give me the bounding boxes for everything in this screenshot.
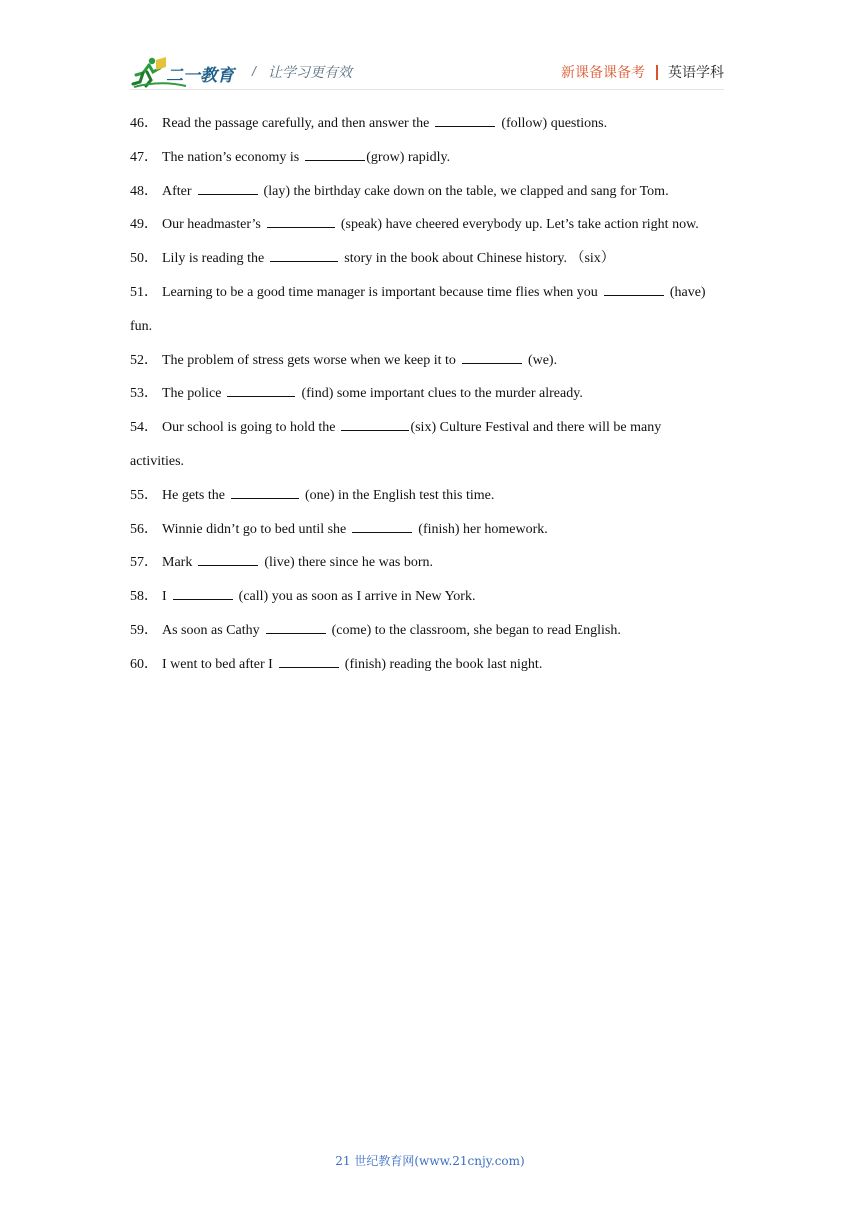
question-item bbox=[130, 175, 714, 209]
question-number: 52． bbox=[130, 352, 158, 368]
question-number: 48． bbox=[130, 183, 158, 199]
question-text: (speak) have cheered everybody up. Let’s take action right now. bbox=[340, 217, 699, 233]
question-text: (call) you as soon as I arrive in New York. bbox=[238, 589, 476, 605]
question-text: (finish) reading the book last night. bbox=[344, 656, 543, 672]
question-text: (live) there since he was born. bbox=[264, 555, 434, 571]
question-number: 59． bbox=[130, 622, 158, 638]
question-item bbox=[130, 377, 714, 411]
question-item bbox=[130, 208, 714, 242]
question-number: 49． bbox=[130, 217, 158, 233]
question-item bbox=[130, 580, 714, 614]
question-text: Winnie didn’t go to bed until she bbox=[162, 521, 347, 537]
question-number: 54． bbox=[130, 420, 158, 436]
question-number: 56． bbox=[130, 521, 158, 537]
question-text: (one) in the English test this time. bbox=[304, 487, 495, 503]
question-text: Learning to be a good time manager is important because time flies when you bbox=[162, 284, 598, 300]
question-item bbox=[130, 344, 714, 378]
answer-blank[interactable] bbox=[173, 588, 233, 600]
question-text: The problem of stress gets worse when we keep it to bbox=[162, 352, 456, 368]
page-header bbox=[130, 54, 724, 90]
question-item bbox=[130, 242, 714, 276]
answer-blank[interactable] bbox=[279, 656, 339, 668]
answer-blank[interactable] bbox=[267, 216, 335, 228]
question-text: The nation’s economy is bbox=[162, 149, 300, 165]
slogan-separator: / bbox=[252, 63, 256, 79]
question-item bbox=[130, 479, 714, 513]
question-number: 58． bbox=[130, 589, 158, 605]
question-text: I went to bed after I bbox=[162, 656, 273, 672]
answer-blank[interactable] bbox=[198, 554, 258, 566]
question-item bbox=[130, 648, 714, 682]
question-text: (grow) rapidly. bbox=[366, 149, 451, 165]
question-number: 55． bbox=[130, 487, 158, 503]
question-text: Mark bbox=[162, 555, 193, 571]
question-item bbox=[130, 107, 714, 141]
question-text: (lay) the birthday cake down on the table, we clapped and sang for Tom. bbox=[263, 183, 669, 199]
answer-blank[interactable] bbox=[352, 521, 412, 533]
question-text: (have) fun. bbox=[130, 284, 706, 334]
question-number: 50． bbox=[130, 251, 158, 267]
question-number: 60． bbox=[130, 656, 158, 672]
question-text: The police bbox=[162, 386, 222, 402]
question-text: (follow) questions. bbox=[501, 116, 608, 131]
question-list bbox=[130, 107, 714, 682]
question-text: After bbox=[162, 183, 192, 199]
question-item bbox=[130, 411, 714, 479]
answer-blank[interactable] bbox=[266, 622, 326, 634]
svg-text:二一教育: 二一教育 bbox=[166, 66, 234, 86]
question-text: (finish) her homework. bbox=[418, 521, 548, 537]
question-number: 51． bbox=[130, 284, 158, 300]
question-text: Read the passage carefully, and then answer the bbox=[162, 116, 430, 131]
answer-blank[interactable] bbox=[341, 419, 409, 431]
question-text: story in the book about Chinese history. （six） bbox=[344, 251, 615, 267]
answer-blank[interactable] bbox=[462, 352, 522, 364]
answer-blank[interactable] bbox=[198, 183, 258, 195]
question-item bbox=[130, 513, 714, 547]
question-text: Our headmaster’s bbox=[162, 217, 261, 233]
answer-blank[interactable] bbox=[231, 487, 299, 499]
question-text: He gets the bbox=[162, 487, 225, 503]
answer-blank[interactable] bbox=[305, 149, 365, 161]
header-rule bbox=[130, 89, 724, 90]
header-right-group bbox=[561, 62, 724, 82]
header-divider bbox=[656, 65, 658, 80]
question-number: 47． bbox=[130, 149, 158, 165]
brand-slogan: 让学习更有效 bbox=[268, 65, 352, 81]
question-number: 57． bbox=[130, 555, 158, 571]
question-text: (find) some important clues to the murder already. bbox=[301, 386, 583, 402]
subject-label: 英语学科 bbox=[668, 65, 724, 81]
question-text: (we). bbox=[527, 352, 558, 368]
answer-blank[interactable] bbox=[227, 385, 295, 397]
page-footer: 21 世纪教育网(www.21cnjy.com) bbox=[335, 1154, 525, 1168]
question-number: 46． bbox=[130, 116, 158, 131]
question-text: As soon as Cathy bbox=[162, 622, 260, 638]
answer-blank[interactable] bbox=[270, 250, 338, 262]
question-item bbox=[130, 141, 714, 175]
brand-logo bbox=[130, 54, 242, 90]
question-item bbox=[130, 614, 714, 648]
question-text: Our school is going to hold the bbox=[162, 420, 336, 436]
question-text: Lily is reading the bbox=[162, 251, 265, 267]
question-text: (six) Culture Festival and there will be many activities. bbox=[130, 420, 662, 469]
question-text: (come) to the classroom, she began to read English. bbox=[331, 622, 621, 638]
question-item bbox=[130, 276, 714, 344]
question-number: 53． bbox=[130, 386, 158, 402]
answer-blank[interactable] bbox=[435, 115, 495, 127]
answer-blank[interactable] bbox=[604, 284, 664, 296]
question-item bbox=[130, 546, 714, 580]
question-text: I bbox=[162, 589, 167, 605]
course-tagline: 新课备课备考 bbox=[561, 65, 645, 81]
